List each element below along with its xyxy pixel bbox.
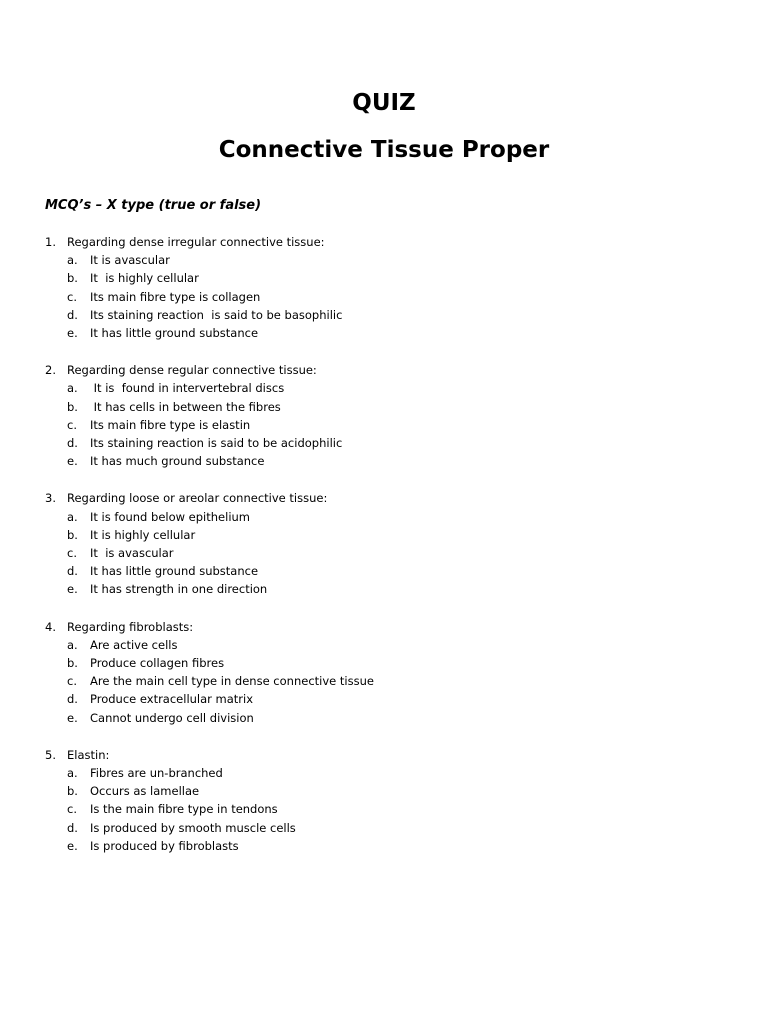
option-text: Is produced by smooth muscle cells: [90, 820, 296, 835]
option-text: Occurs as lamellae: [90, 784, 200, 799]
option-text: Cannot undergo cell division: [90, 710, 254, 725]
option-letter: e.: [67, 326, 78, 341]
option-letter: c.: [67, 289, 77, 304]
question-5: [45, 746, 725, 855]
option-letter: d.: [67, 820, 78, 835]
question-stem: [45, 746, 725, 764]
option-item: [45, 269, 725, 287]
option-text: It is avascular: [90, 253, 170, 268]
option-letter: e.: [67, 710, 78, 725]
option-text: Its staining reaction is said to be acidophilic: [90, 436, 343, 451]
question-3: [45, 489, 725, 598]
option-text: Its main fibre type is collagen: [90, 289, 261, 304]
question-stem: [45, 361, 725, 379]
option-item: [45, 764, 725, 782]
option-letter: b.: [67, 656, 78, 671]
option-letter: a.: [67, 766, 78, 781]
option-item: [45, 580, 725, 598]
option-letter: c.: [67, 546, 77, 561]
option-item: [45, 398, 725, 416]
question-list: [45, 233, 725, 874]
question-number: 5.: [45, 747, 56, 762]
question-text: Elastin:: [67, 747, 110, 762]
option-text: Is the main fibre type in tendons: [90, 802, 278, 817]
option-letter: a.: [67, 509, 78, 524]
option-item: [45, 690, 725, 708]
option-text: Are the main cell type in dense connective tissue: [90, 674, 374, 689]
option-item: [45, 508, 725, 526]
option-text: Fibres are un-branched: [90, 766, 223, 781]
option-letter: b.: [67, 271, 78, 286]
quiz-subtitle: Connective Tissue Proper: [218, 137, 550, 163]
option-item: [45, 416, 725, 434]
option-letter: a.: [67, 381, 78, 396]
option-letter: a.: [67, 253, 78, 268]
question-number: 3.: [45, 491, 56, 506]
option-item: [45, 709, 725, 727]
option-item: [45, 837, 725, 855]
option-letter: d.: [67, 564, 78, 579]
option-item: [45, 324, 725, 342]
option-letter: d.: [67, 307, 78, 322]
option-letter: c.: [67, 417, 77, 432]
option-text: Its staining reaction is said to be basophilic: [90, 307, 343, 322]
question-4: [45, 618, 725, 727]
option-text: It is avascular: [90, 546, 174, 561]
option-item: [45, 562, 725, 580]
option-item: [45, 654, 725, 672]
question-stem: [45, 489, 725, 507]
option-letter: e.: [67, 454, 78, 469]
option-text: It is highly cellular: [90, 527, 196, 542]
question-text: Regarding fibroblasts:: [67, 619, 194, 634]
question-2: [45, 361, 725, 470]
question-number: 1.: [45, 235, 56, 249]
quiz-title: QUIZ: [352, 90, 416, 116]
option-item: [45, 782, 725, 800]
option-item: [45, 288, 725, 306]
question-text: Regarding dense regular connective tissue:: [67, 363, 317, 378]
option-item: [45, 306, 725, 324]
option-item: [45, 379, 725, 397]
option-text: It is found below epithelium: [90, 509, 251, 524]
question-number: 2.: [45, 363, 56, 378]
option-text: It has much ground substance: [90, 454, 265, 469]
option-letter: b.: [67, 527, 78, 542]
option-text: It has cells in between the fibres: [90, 399, 281, 414]
option-letter: a.: [67, 637, 78, 652]
option-letter: b.: [67, 784, 78, 799]
option-item: [45, 800, 725, 818]
option-text: Is produced by fibroblasts: [90, 838, 239, 853]
option-item: [45, 452, 725, 470]
option-item: [45, 544, 725, 562]
question-text: Regarding dense irregular connective tissue:: [67, 235, 325, 249]
option-letter: c.: [67, 674, 77, 689]
option-text: Are active cells: [90, 637, 178, 652]
option-text: It has little ground substance: [90, 564, 259, 579]
option-text: Produce collagen fibres: [90, 656, 225, 671]
question-1: [45, 233, 725, 342]
option-letter: c.: [67, 802, 77, 817]
option-letter: b.: [67, 399, 78, 414]
option-letter: e.: [67, 582, 78, 597]
option-letter: d.: [67, 436, 78, 451]
question-stem: [45, 618, 725, 636]
option-item: [45, 819, 725, 837]
option-text: It is found in intervertebral discs: [90, 381, 285, 396]
option-text: It has little ground substance: [90, 326, 259, 341]
question-stem: [45, 233, 725, 251]
option-text: It is highly cellular: [90, 271, 199, 286]
option-text: Its main fibre type is elastin: [90, 417, 251, 432]
option-item: [45, 526, 725, 544]
option-text: Produce extracellular matrix: [90, 692, 254, 707]
option-item: [45, 251, 725, 269]
option-text: It has strength in one direction: [90, 582, 268, 597]
question-number: 4.: [45, 619, 56, 634]
question-text: Regarding loose or areolar connective tissue:: [67, 491, 328, 506]
option-item: [45, 636, 725, 654]
section-header: MCQ’s – X type (true or false): [45, 198, 262, 213]
option-item: [45, 672, 725, 690]
option-item: [45, 434, 725, 452]
option-letter: d.: [67, 692, 78, 707]
option-letter: e.: [67, 838, 78, 853]
